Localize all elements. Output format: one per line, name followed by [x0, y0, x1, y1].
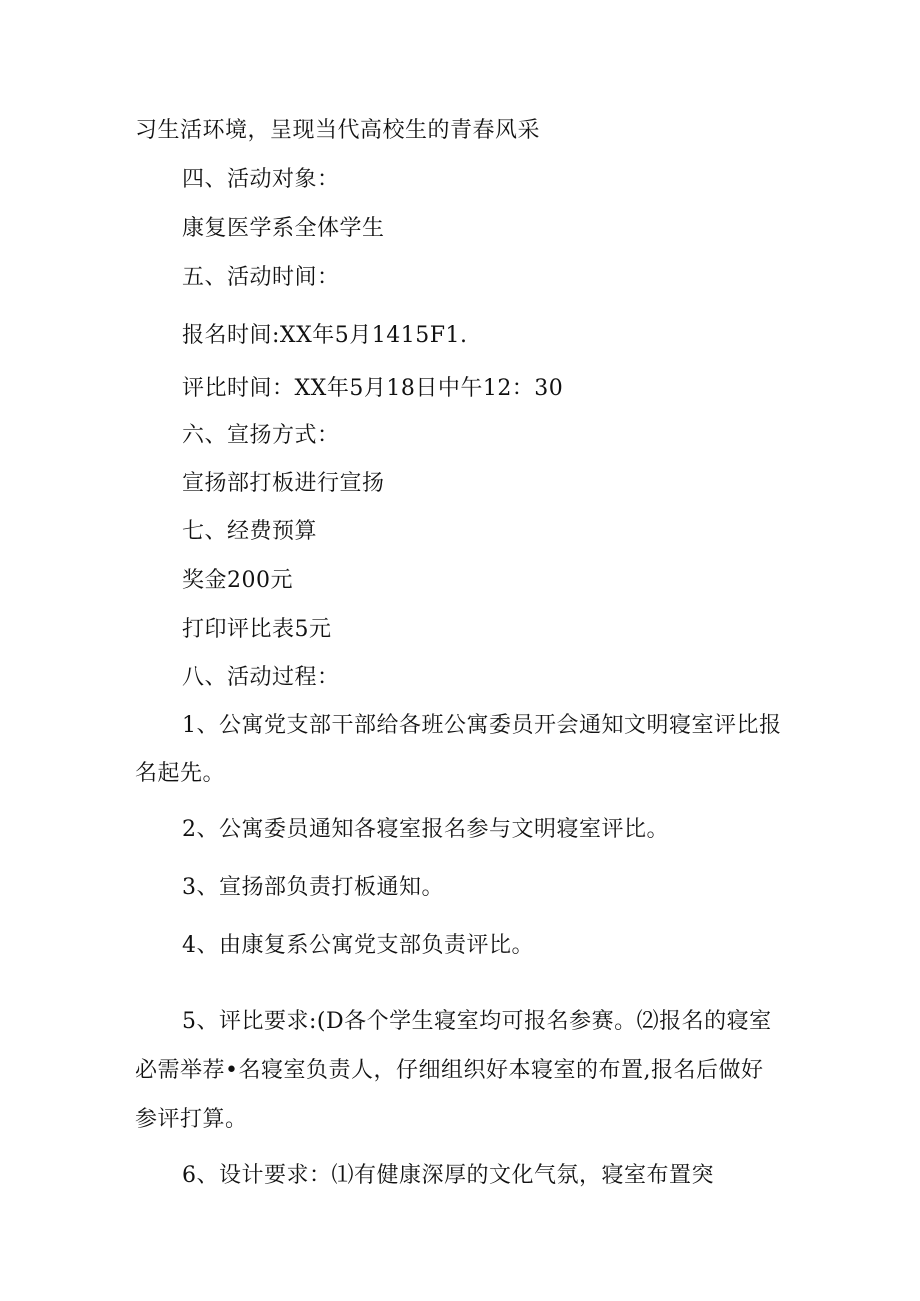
list-item: 4、由康复系公寓党支部负责评比。 [182, 933, 534, 958]
list-item: 6、设计要求：⑴有健康深厚的文化气氛，寝室布置突 [182, 1163, 714, 1188]
text-line: 奖金200元 [182, 568, 293, 593]
section-heading: 五、活动时间： [182, 265, 340, 290]
text-line: 宣扬部打板进行宣扬 [182, 471, 385, 496]
section-heading: 八、活动过程： [182, 665, 340, 690]
text-line: 康复医学系全体学生 [182, 216, 385, 241]
list-item: 3、宣扬部负责打板通知。 [182, 875, 444, 900]
text-line: 报名时间:XX年5月1415F1. [182, 323, 468, 348]
section-heading: 六、宣扬方式： [182, 423, 340, 448]
text-line: 评比时间：XX年5月18日中午12：30 [182, 376, 564, 401]
text-line: 必需举荐•名寝室负责人，仔细组织好本寝室的布置,报名后做好 [135, 1058, 764, 1083]
text-line: 名起先。 [135, 761, 226, 786]
section-heading: 四、活动对象： [182, 167, 340, 192]
list-item: 1、公寓党支部干部给各班公寓委员开会通知文明寝室评比报 [182, 713, 782, 738]
section-heading: 七、经费预算 [182, 519, 318, 544]
text-line: 打印评比表5元 [182, 617, 332, 642]
text-line: 习生活环境，呈现当代高校生的青春风采 [135, 118, 541, 143]
list-item: 5、评比要求:(D各个学生寝室均可报名参赛。⑵报名的寝室 [182, 1009, 772, 1034]
list-item: 2、公寓委员通知各寝室报名参与文明寝室评比。 [182, 817, 669, 842]
text-line: 参评打算。 [135, 1107, 248, 1132]
